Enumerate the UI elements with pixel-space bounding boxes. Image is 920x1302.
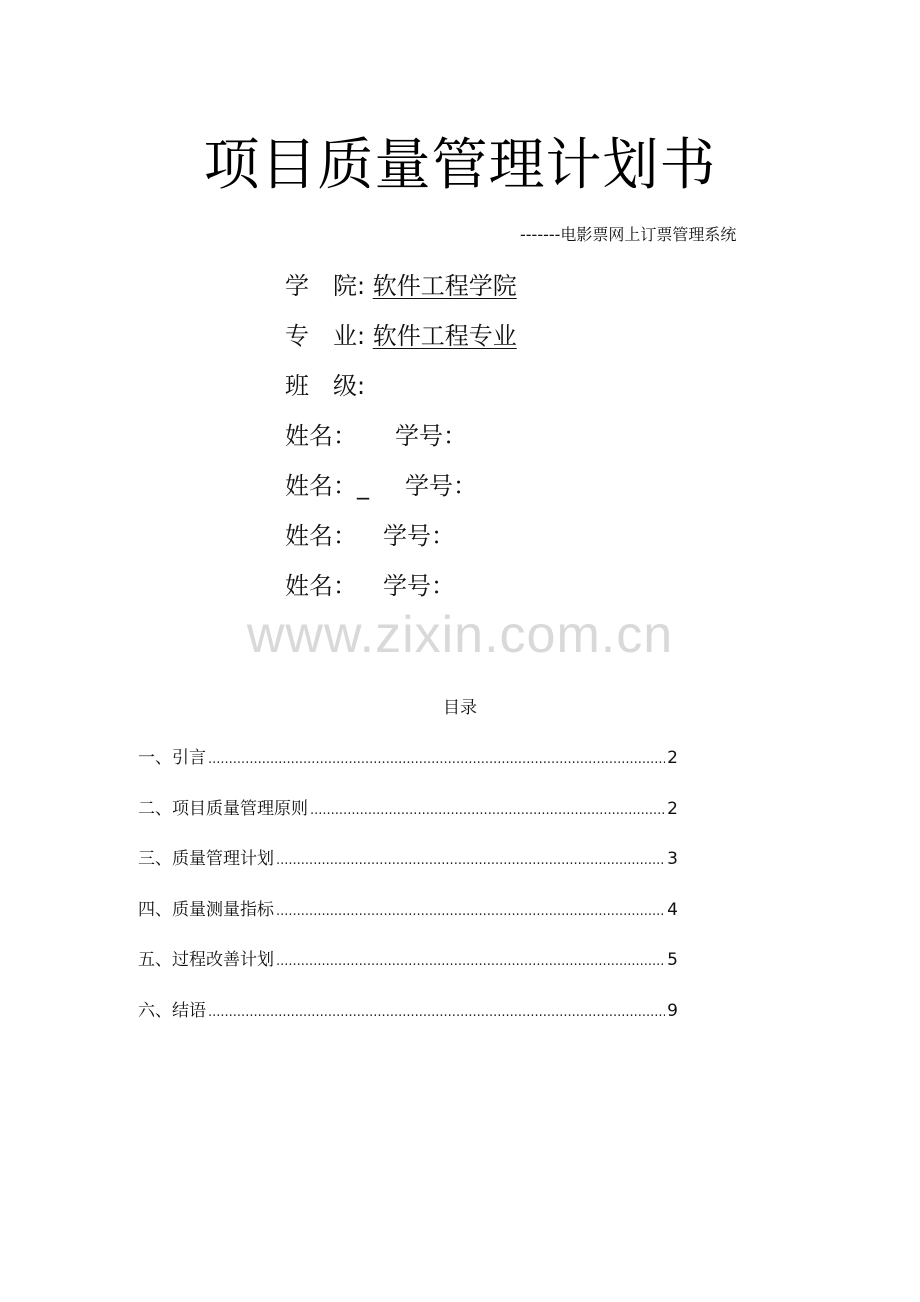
toc-leader-dots — [208, 999, 665, 1027]
toc-item-page: 4 — [667, 899, 678, 920]
student-name-label: 姓名：_ — [285, 472, 369, 500]
college-value: 软件工程学院 — [372, 272, 517, 300]
toc-item[interactable] — [138, 997, 678, 1048]
toc-item[interactable] — [138, 744, 678, 795]
toc-item[interactable] — [138, 845, 678, 896]
class-row — [285, 370, 365, 402]
student-name-label: 姓名： — [285, 422, 357, 450]
student-name-label: 姓名： — [285, 572, 357, 600]
toc-item[interactable] — [138, 896, 678, 947]
toc-heading: 目录 — [443, 698, 477, 718]
toc-leader-dots — [208, 746, 665, 774]
toc-item-label: 六、结语 — [138, 1000, 206, 1021]
toc-item[interactable] — [138, 795, 678, 846]
college-label: 学 院: — [285, 272, 366, 300]
table-of-contents — [138, 744, 678, 1047]
class-label: 班 级: — [285, 372, 366, 400]
student-row — [285, 470, 477, 502]
student-id-label: 学号： — [383, 572, 455, 600]
student-name-label: 姓名： — [285, 522, 357, 550]
toc-item-label: 一、引言 — [138, 748, 206, 768]
student-id-label: 学号： — [383, 522, 455, 550]
student-row — [285, 420, 467, 452]
toc-item-label: 二、项目质量管理原则 — [138, 798, 308, 819]
toc-leader-dots — [276, 898, 665, 926]
student-id-label: 学号： — [395, 422, 467, 450]
toc-item-label: 三、质量管理计划 — [138, 849, 274, 869]
toc-item-page: 5 — [667, 950, 678, 970]
college-row — [285, 270, 517, 302]
student-id-label: 学号： — [405, 472, 477, 500]
toc-item-page: 9 — [667, 1000, 678, 1021]
toc-leader-dots — [276, 847, 665, 875]
toc-item-page: 2 — [667, 798, 678, 819]
toc-item-label: 四、质量测量指标 — [138, 899, 274, 920]
student-row — [285, 570, 455, 602]
toc-item-page: 2 — [667, 748, 678, 768]
toc-item[interactable] — [138, 946, 678, 997]
toc-item-label: 五、过程改善计划 — [138, 950, 274, 970]
toc-leader-dots — [310, 797, 665, 825]
toc-leader-dots — [276, 948, 665, 976]
major-label: 专 业: — [285, 322, 366, 350]
student-row — [285, 520, 455, 552]
major-value: 软件工程专业 — [372, 322, 517, 350]
document-subtitle: -------电影票网上订票管理系统 — [520, 225, 737, 244]
toc-item-page: 3 — [667, 849, 678, 869]
document-title: 项目质量管理计划书 — [203, 133, 717, 198]
watermark-text: www.zixin.com.cn — [246, 606, 674, 664]
major-row — [285, 320, 517, 352]
